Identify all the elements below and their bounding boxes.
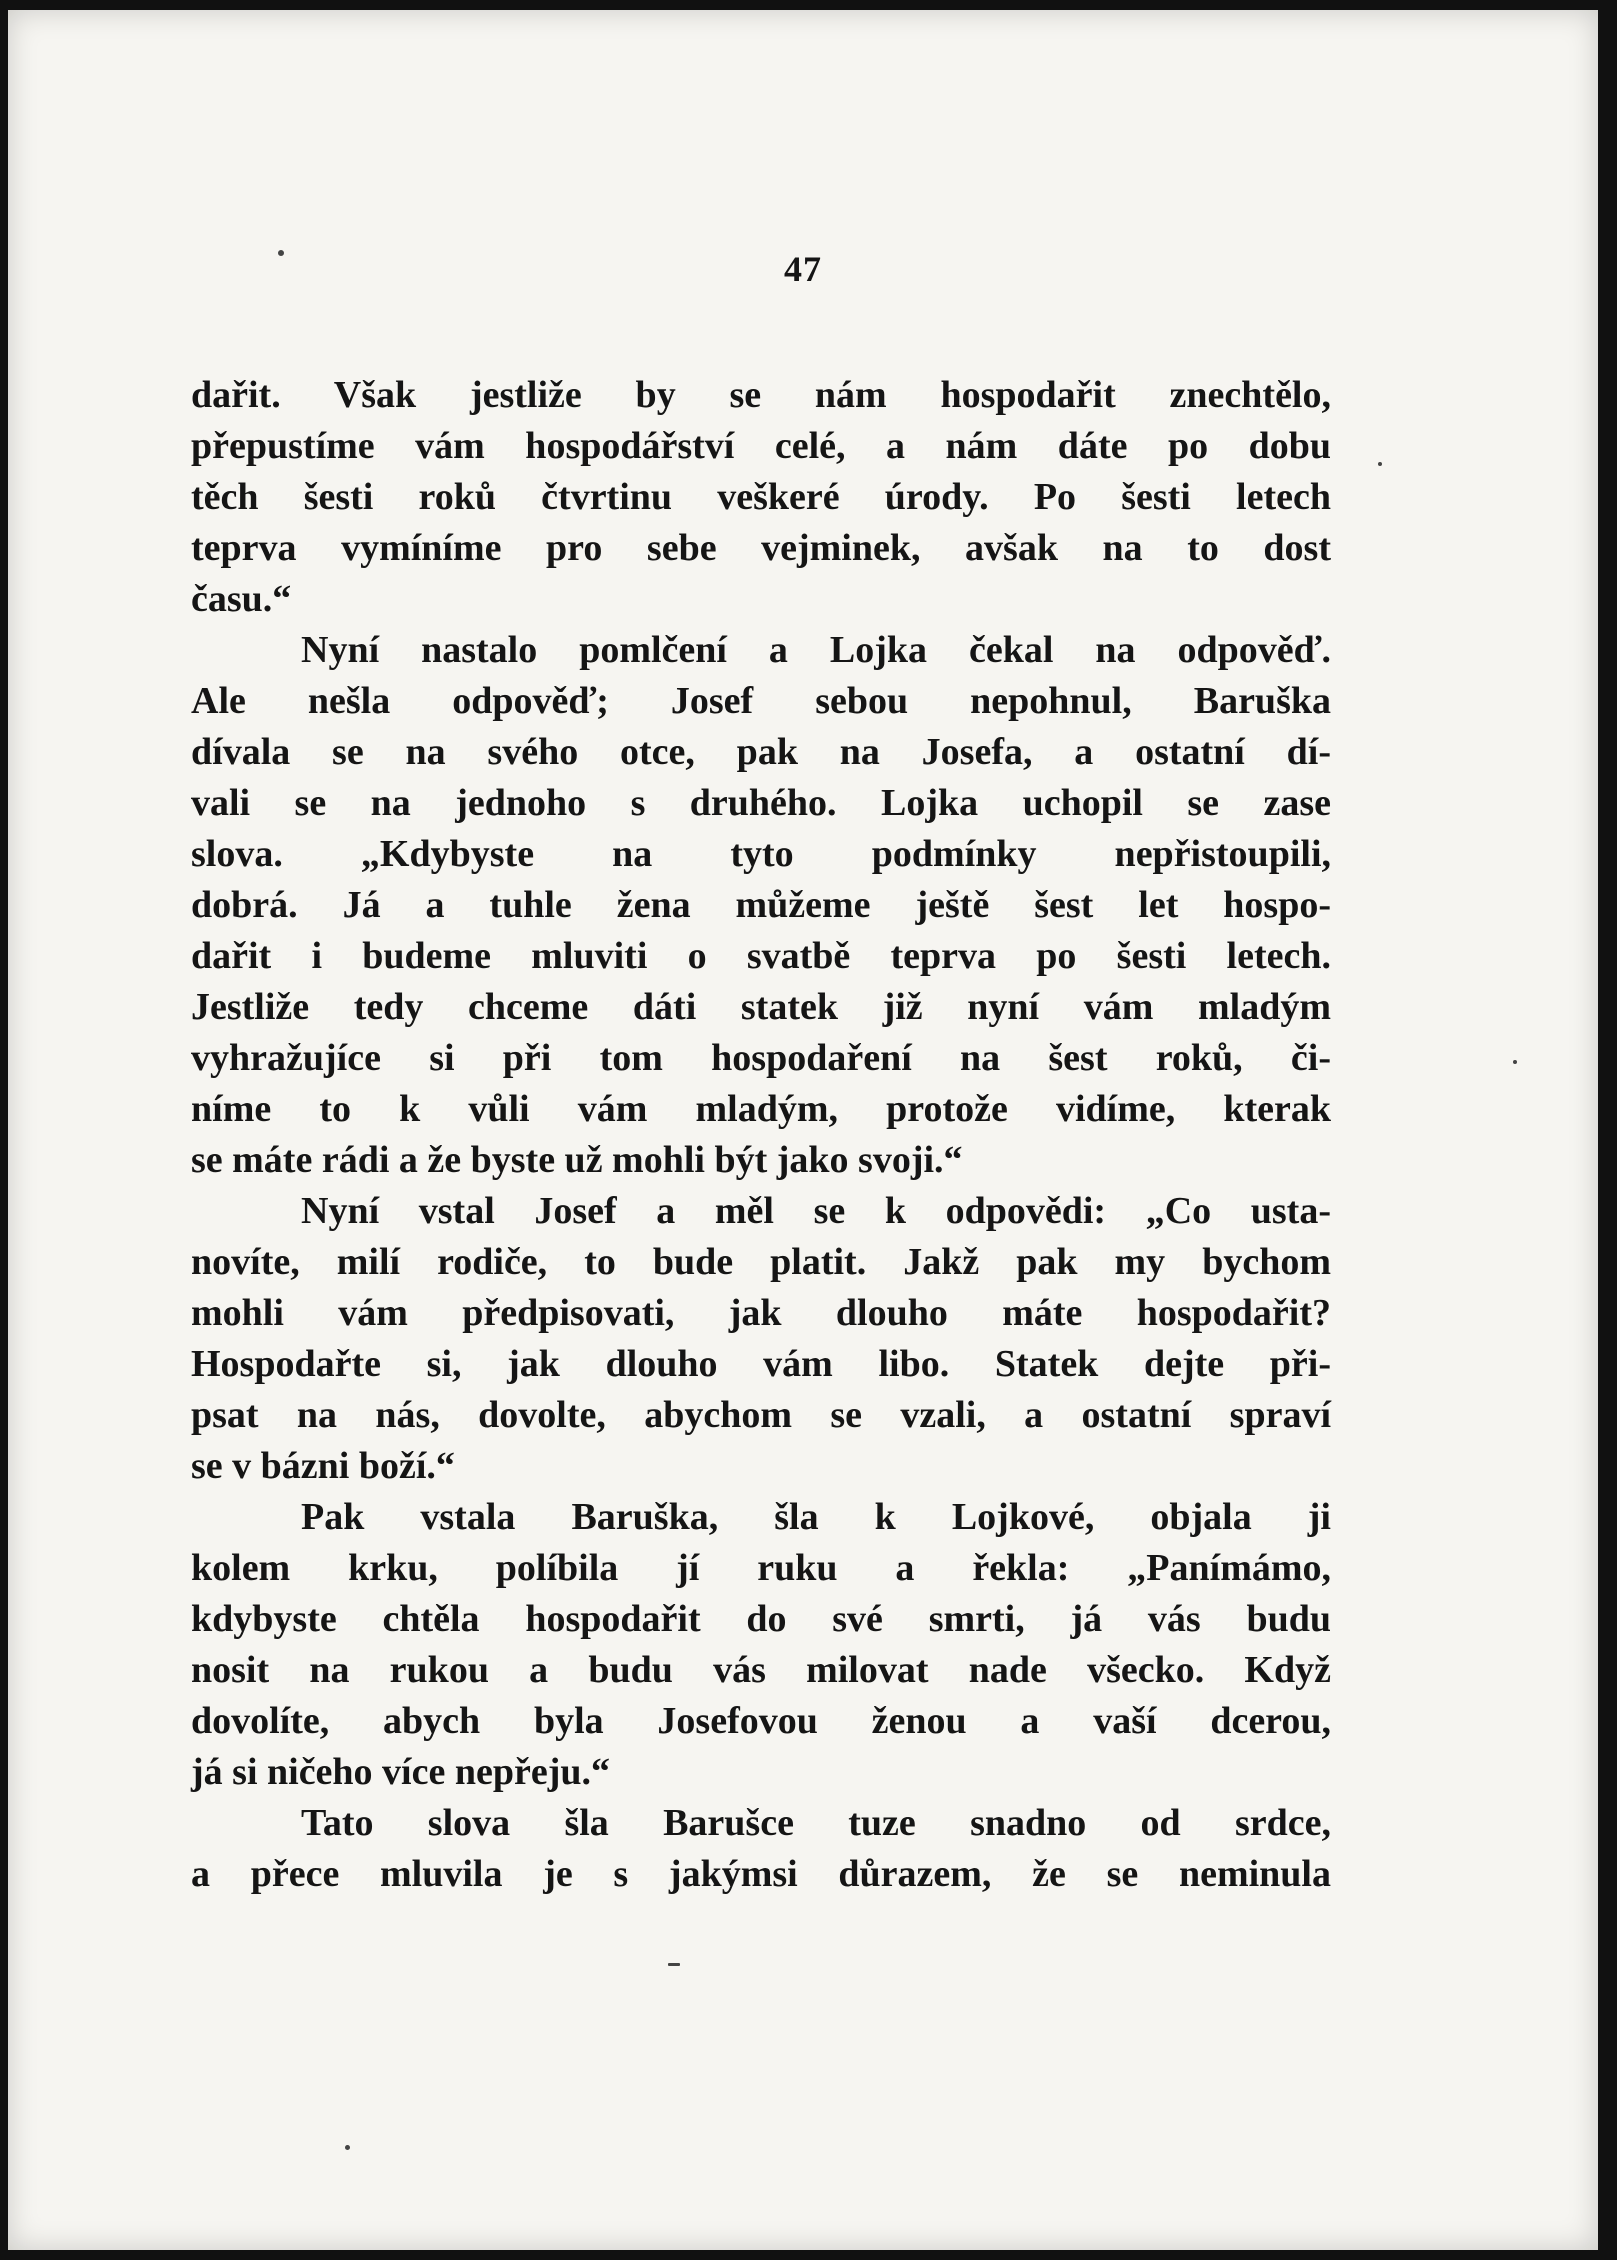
text-line: nosit na rukou a budu vás milovat nade všecko. Když [191, 1649, 1331, 1691]
text-line: kdybyste chtěla hospodařit do své smrti, já vás budu [191, 1598, 1331, 1640]
scan-speck [278, 250, 284, 256]
text-line: a přece mluvila je s jakýmsi důrazem, že se neminula [191, 1853, 1331, 1895]
text-line: přepustíme vám hospodářství celé, a nám dáte po dobu [191, 425, 1331, 467]
text-line: dívala se na svého otce, pak na Josefa, a ostatní dí- [191, 731, 1331, 773]
text-line: se máte rádi a že byste už mohli být jako svoji.“ [191, 1139, 963, 1181]
text-line: těch šesti roků čtvrtinu veškeré úrody. Po šesti letech [191, 476, 1331, 518]
text-line: níme to k vůli vám mladým, protože vidíme, kterak [191, 1088, 1331, 1130]
text-line: Ale nešla odpověď; Josef sebou nepohnul, Baruška [191, 680, 1331, 722]
body-text [191, 370, 1331, 1900]
book-page [8, 10, 1598, 2250]
text-line: já si ničeho více nepřeju.“ [191, 1751, 611, 1793]
text-line: dařit i budeme mluviti o svatbě teprva po šesti letech. [191, 935, 1331, 977]
scan-speck [1378, 462, 1382, 466]
text-line: Tato slova šla Barušce tuze snadno od srdce, [301, 1802, 1331, 1844]
page-number: 47 [784, 249, 822, 289]
text-line: vali se na jednoho s druhého. Lojka uchopil se zase [191, 782, 1331, 824]
text-line: času.“ [191, 578, 292, 620]
scan-speck [345, 2145, 350, 2150]
text-line: Nyní nastalo pomlčení a Lojka čekal na odpověď. [301, 629, 1331, 671]
text-line: se v bázni boží.“ [191, 1445, 455, 1487]
text-line: psat na nás, dovolte, abychom se vzali, a ostatní spraví [191, 1394, 1331, 1436]
text-line: vyhražujíce si při tom hospodaření na šest roků, či- [191, 1037, 1331, 1079]
text-line: dobrá. Já a tuhle žena můžeme ještě šest let hospo- [191, 884, 1331, 926]
text-line: Jestliže tedy chceme dáti statek již nyní vám mladým [191, 986, 1331, 1028]
text-line: Hospodařte si, jak dlouho vám libo. Statek dejte při- [191, 1343, 1331, 1385]
text-line: dovolíte, abych byla Josefovou ženou a vaší dcerou, [191, 1700, 1331, 1742]
text-line: Pak vstala Baruška, šla k Lojkové, objala ji [301, 1496, 1331, 1538]
scan-speck [1513, 1060, 1517, 1064]
text-line: Nyní vstal Josef a měl se k odpovědi: „Co usta- [301, 1190, 1331, 1232]
text-line: slova. „Kdybyste na tyto podmínky nepřistoupili, [191, 833, 1331, 875]
scan-speck [668, 1963, 680, 1966]
text-line: dařit. Však jestliže by se nám hospodařit znechtělo, [191, 374, 1331, 416]
text-line: mohli vám předpisovati, jak dlouho máte hospodařit? [191, 1292, 1331, 1334]
text-line: teprva vymíníme pro sebe vejminek, avšak na to dost [191, 527, 1331, 569]
text-line: novíte, milí rodiče, to bude platit. Jakž pak my bychom [191, 1241, 1331, 1283]
text-line: kolem krku, políbila jí ruku a řekla: „Panímámo, [191, 1547, 1331, 1589]
